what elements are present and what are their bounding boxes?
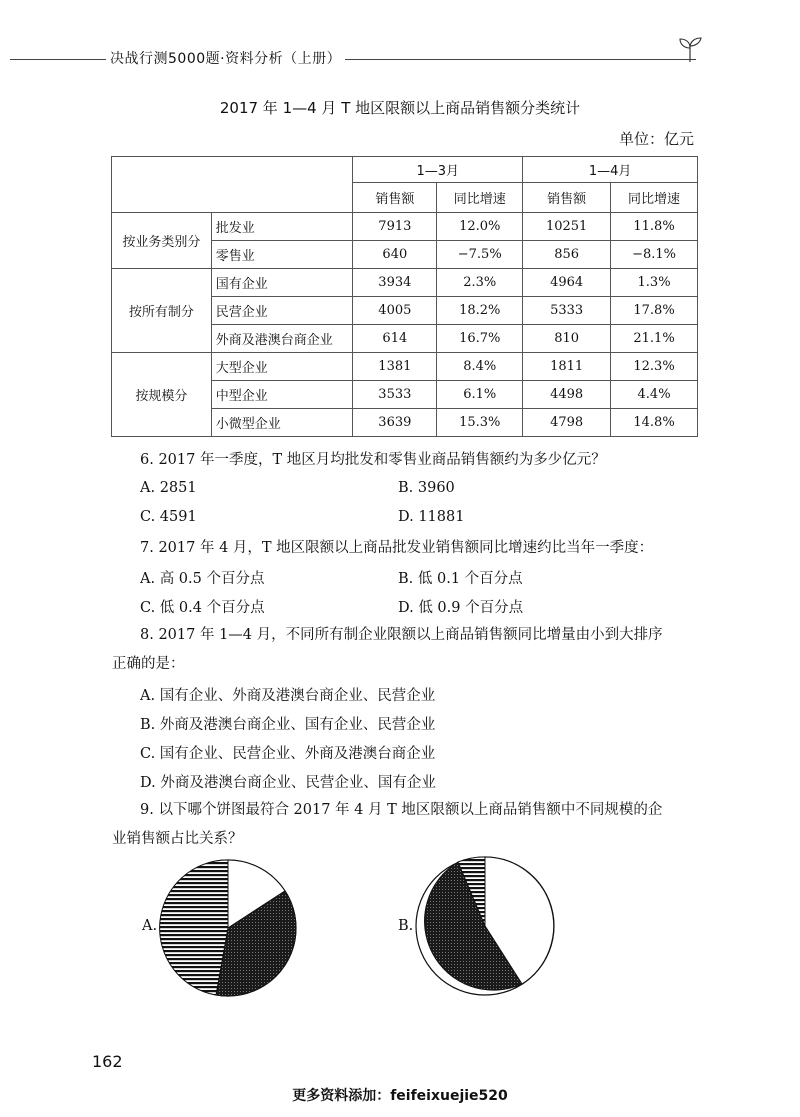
sprout-icon	[676, 36, 704, 64]
cell-value: 11.8%	[611, 213, 698, 241]
row-label: 批发业	[211, 213, 353, 241]
cell-value: 12.3%	[611, 353, 698, 381]
row-label: 外商及港澳台商企业	[211, 325, 353, 353]
pie-chart-b[interactable]	[414, 855, 556, 997]
group-label: 按业务类别分	[112, 213, 212, 269]
table-row	[112, 213, 698, 241]
header-rule-left	[10, 59, 106, 60]
cell-value: 4964	[523, 269, 611, 297]
column-header: 销售额	[523, 183, 611, 213]
cell-value: 18.2%	[437, 297, 523, 325]
cell-value: 21.1%	[611, 325, 698, 353]
cell-value: 14.8%	[611, 409, 698, 437]
sales-table	[111, 156, 698, 437]
q7-option-a[interactable]: A. 高 0.5 个百分点	[140, 571, 265, 587]
table-header-row	[112, 157, 698, 183]
cell-value: 1.3%	[611, 269, 698, 297]
pie-chart-a[interactable]	[158, 858, 298, 998]
question-7-stem: 7. 2017 年 4 月，T 地区限额以上商品批发业销售额同比增速约比当年一季度：	[140, 540, 654, 556]
row-label: 国有企业	[211, 269, 353, 297]
table-title: 2017 年 1—4 月 T 地区限额以上商品销售额分类统计	[219, 99, 581, 117]
running-header	[0, 44, 800, 74]
row-label: 小微型企业	[211, 409, 353, 437]
q8-option-a[interactable]: A. 国有企业、外商及港澳台商企业、民营企业	[140, 688, 436, 704]
table-row	[112, 353, 698, 381]
pie-a-slice-small	[160, 860, 228, 995]
cell-value: 5333	[523, 297, 611, 325]
cell-value: 12.0%	[437, 213, 523, 241]
q8-option-c[interactable]: C. 国有企业、民营企业、外商及港澳台商企业	[140, 746, 436, 762]
cell-value: 10251	[523, 213, 611, 241]
corner-cell	[112, 157, 353, 213]
q6-option-b[interactable]: B. 3960	[398, 480, 455, 496]
group-label: 按所有制分	[112, 269, 212, 353]
cell-value: 17.8%	[611, 297, 698, 325]
cell-value: 7913	[353, 213, 437, 241]
cell-value: 614	[353, 325, 437, 353]
question-6-stem: 6. 2017 年一季度，T 地区月均批发和零售业商品销售额约为多少亿元？	[140, 452, 606, 468]
cell-value: 640	[353, 241, 437, 269]
q6-option-a[interactable]: A. 2851	[140, 480, 197, 496]
q6-option-d[interactable]: D. 11881	[398, 509, 465, 525]
cell-value: 810	[523, 325, 611, 353]
cell-value: −8.1%	[611, 241, 698, 269]
q7-option-d[interactable]: D. 低 0.9 个百分点	[398, 600, 524, 616]
cell-value: 1381	[353, 353, 437, 381]
cell-value: 4005	[353, 297, 437, 325]
cell-value: −7.5%	[437, 241, 523, 269]
cell-value: 3639	[353, 409, 437, 437]
cell-value: 2.3%	[437, 269, 523, 297]
row-label: 零售业	[211, 241, 353, 269]
cell-value: 1811	[523, 353, 611, 381]
cell-value: 856	[523, 241, 611, 269]
column-header: 销售额	[353, 183, 437, 213]
unit-label: 单位：亿元	[618, 130, 694, 148]
footer-note: 更多资料添加：feifeixuejie520	[292, 1088, 508, 1104]
cell-value: 8.4%	[437, 353, 523, 381]
q7-option-b[interactable]: B. 低 0.1 个百分点	[398, 571, 523, 587]
q9-option-a[interactable]: A.	[142, 918, 158, 934]
cell-value: 4.4%	[611, 381, 698, 409]
row-label: 大型企业	[211, 353, 353, 381]
column-header: 同比增速	[437, 183, 523, 213]
question-8-stem-line1: 8. 2017 年 1—4 月，不同所有制企业限额以上商品销售额同比增量由小到大排序	[140, 627, 663, 643]
group-label: 按规模分	[112, 353, 212, 437]
page-number: 162	[92, 1052, 123, 1071]
q8-option-b[interactable]: B. 外商及港澳台商企业、国有企业、民营企业	[140, 717, 436, 733]
cell-value: 15.3%	[437, 409, 523, 437]
row-label: 民营企业	[211, 297, 353, 325]
q7-option-c[interactable]: C. 低 0.4 个百分点	[140, 600, 265, 616]
question-9-stem-line1: 9. 以下哪个饼图最符合 2017 年 4 月 T 地区限额以上商品销售额中不同规模的企	[140, 802, 663, 818]
q8-option-d[interactable]: D. 外商及港澳台商企业、民营企业、国有企业	[140, 775, 436, 791]
cell-value: 6.1%	[437, 381, 523, 409]
cell-value: 4798	[523, 409, 611, 437]
cell-value: 16.7%	[437, 325, 523, 353]
header-rule-right	[340, 59, 696, 60]
cell-value: 4498	[523, 381, 611, 409]
column-header: 同比增速	[611, 183, 698, 213]
table-row	[112, 269, 698, 297]
period-header: 1—4月	[523, 157, 698, 183]
question-9-stem-line2: 业销售额占比关系？	[112, 831, 243, 847]
q6-option-c[interactable]: C. 4591	[140, 509, 197, 525]
cell-value: 3533	[353, 381, 437, 409]
book-title: 决战行测5000题·资料分析（上册）	[106, 48, 345, 68]
row-label: 中型企业	[211, 381, 353, 409]
question-8-stem-line2: 正确的是：	[112, 656, 185, 672]
period-header: 1—3月	[353, 157, 523, 183]
q9-option-b[interactable]: B.	[398, 918, 414, 934]
cell-value: 3934	[353, 269, 437, 297]
